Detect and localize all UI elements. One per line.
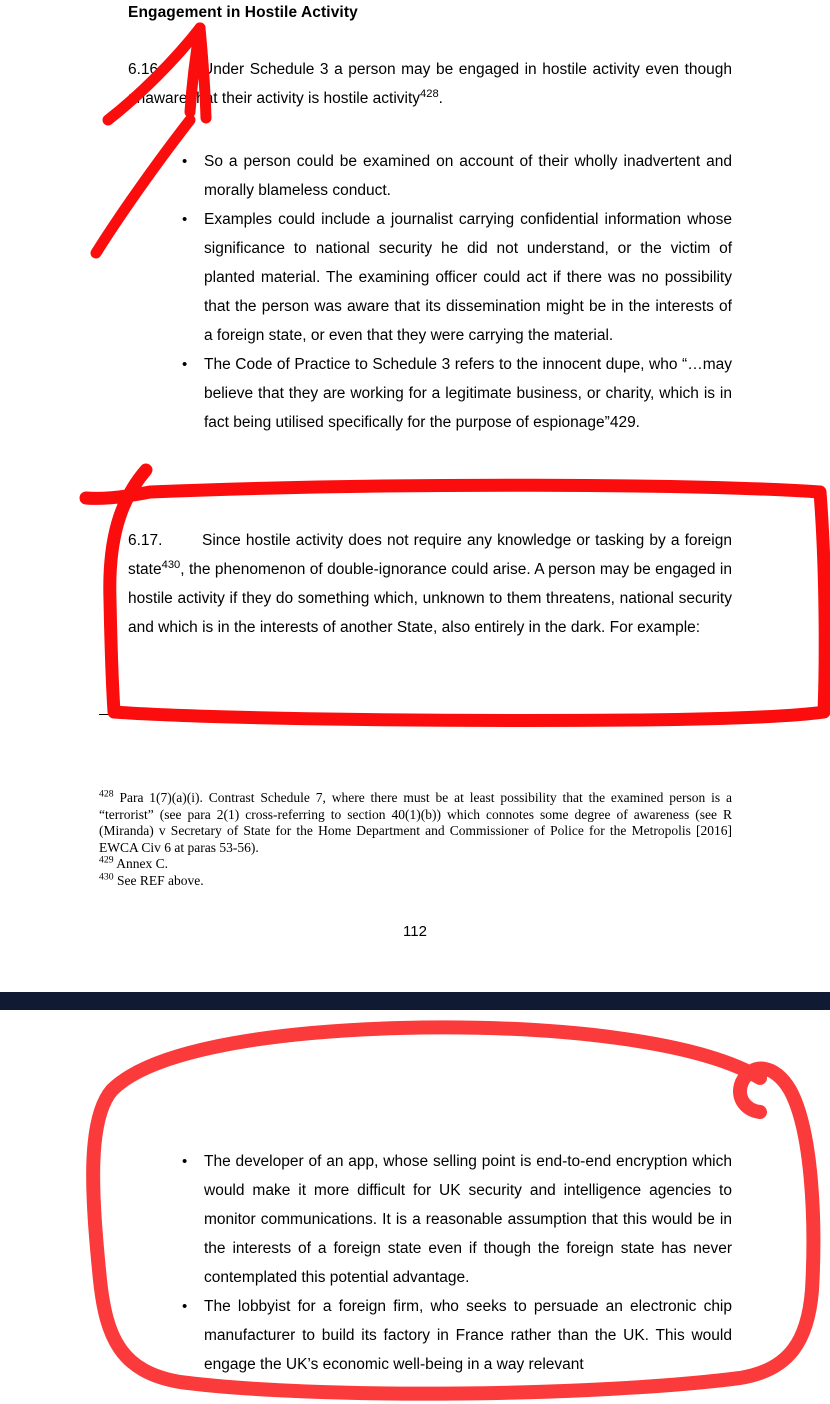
paragraph-number: 6.16.: [128, 61, 163, 78]
paragraph-text: Since hostile activity does not require any knowledge or tasking by a foreign state$^{430}$, the phenomenon of double-ignorance could arise. A person may be engaged in hostile activity if they do something which, unknown to them threatens, national security and which is in the interests of another State, also entirely in the dark. For example:: [128, 532, 732, 636]
page-separator-band: [0, 992, 830, 1010]
paragraph-number: 6.17.: [128, 532, 163, 549]
footnote-430: $^{430}$ See REF above.: [99, 871, 204, 888]
footnote-429: $^{429}$ Annex C.: [99, 854, 168, 871]
list-item: • Examples could include a journalist carrying confidential information whose significance to national security he did not understand, or the victim of planted material. The examining officer could act if there was no possibility that the person was aware that its dissemination might be in the interests of a foreign state, or even that they were carrying the material.: [178, 205, 732, 350]
list-item: • So a person could be examined on account of their wholly inadvertent and morally blameless conduct.: [178, 147, 732, 205]
footnote-428: $^{428}$ Para 1(7)(a)(i). Contrast Schedule 7, where there must be at least possibility that the examined person is a “terrorist” (see para 2(1) cross-referring to section 40(1)(b)) which connotes some degree of awareness (see R (Miranda) v Secretary of State for the Home Department and Commissioner of Police for the Metropolis [2016] EWCA Civ 6 at paras 53-56).: [99, 788, 732, 855]
page-number: 112: [403, 923, 427, 940]
bullet-list-page-one: [178, 147, 732, 437]
list-item: • The Code of Practice to Schedule 3 refers to the innocent dupe, who “…may believe that they are working for a legitimate business, or charity, which is in fact being utilised specifically for the purpose of espionage”429.: [178, 350, 732, 437]
bullet-list-page-two: [178, 1147, 732, 1379]
document-page-two: [0, 1010, 830, 1404]
section-heading: Engagement in Hostile Activity: [128, 4, 358, 21]
footnote-separator: [99, 714, 303, 715]
footnotes-block: [99, 790, 732, 889]
paragraph-text: Under Schedule 3 a person may be engaged in hostile activity even though unaware that their activity is hostile activity$^{428}$.: [128, 61, 732, 107]
list-item: • The developer of an app, whose selling point is end-to-end encryption which would make it more difficult for UK security and intelligence agencies to monitor communications. It is a reasonable assumption that this would be in the interests of a foreign state even if though the foreign state has never contemplated this potential advantage.: [178, 1147, 732, 1292]
paragraph-6-17: [128, 526, 732, 642]
list-item: • The lobbyist for a foreign firm, who seeks to persuade an electronic chip manufacturer to build its factory in France rather than the UK. This would engage the UK’s economic well-being in a way relevant: [178, 1292, 732, 1379]
paragraph-6-16: [128, 55, 732, 113]
